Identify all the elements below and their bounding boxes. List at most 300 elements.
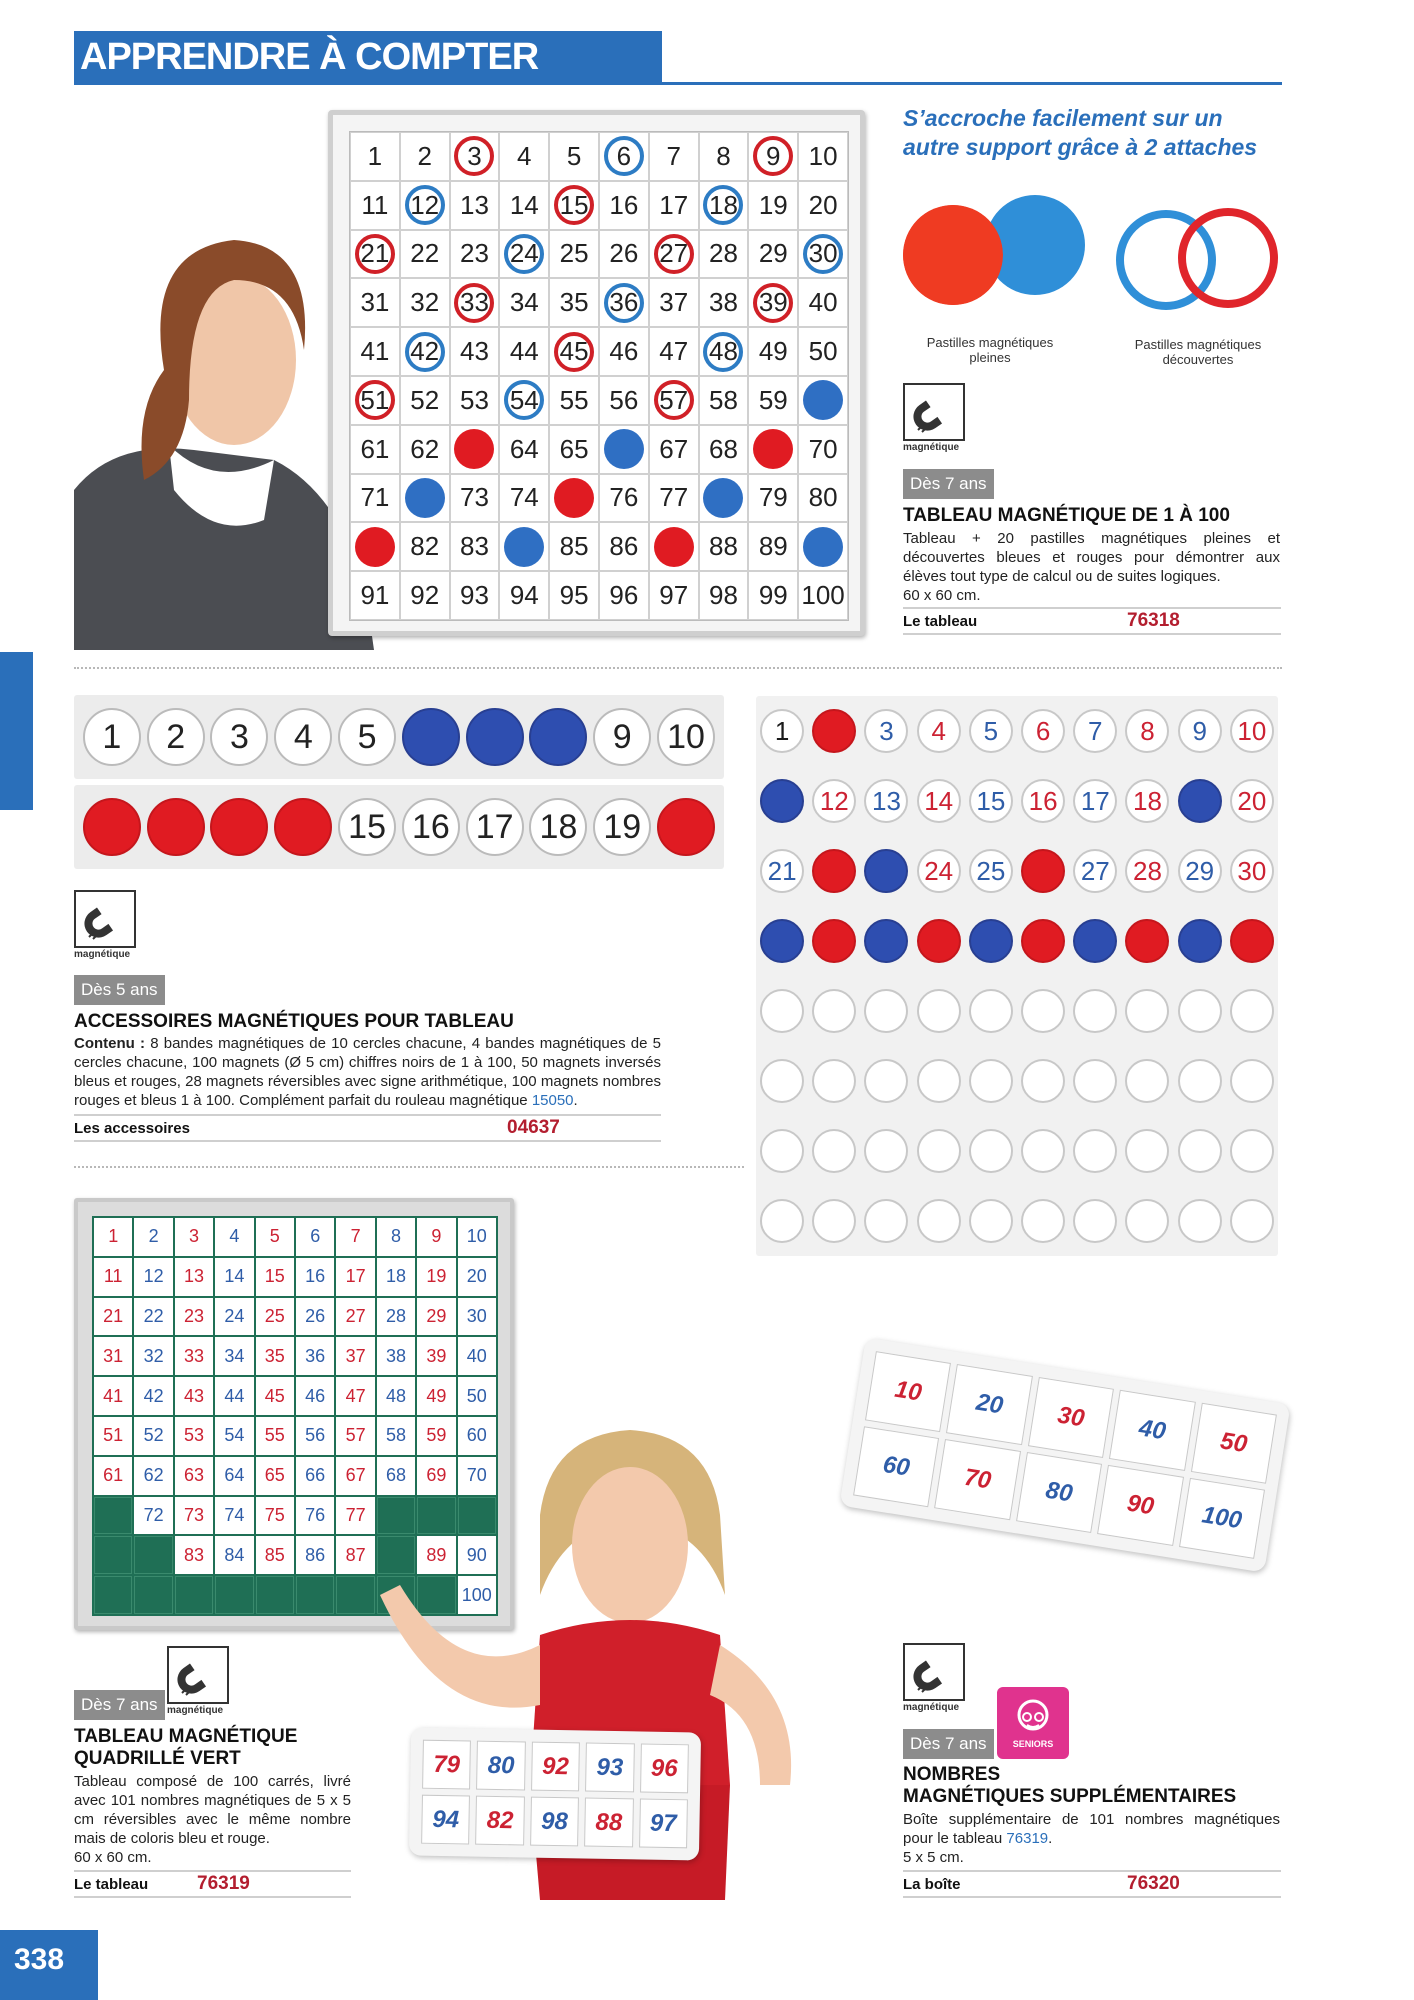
green-board-cell: 37 — [336, 1337, 374, 1375]
green-board-cell — [336, 1576, 374, 1614]
board-cell: 29 — [748, 230, 798, 279]
green-board-cell: 47 — [336, 1377, 374, 1415]
board-cell: 51 — [350, 376, 400, 425]
green-board-cell: 48 — [377, 1377, 415, 1415]
green-board-cell: 53 — [175, 1417, 213, 1455]
accessory-disc: 8 — [1125, 709, 1169, 753]
board-cell: 58 — [699, 376, 749, 425]
board-cell — [549, 474, 599, 523]
green-board-cell: 61 — [94, 1457, 132, 1495]
accessory-disc — [812, 1129, 856, 1173]
board-cell: 89 — [748, 522, 798, 571]
number-tile: 80 — [1016, 1452, 1102, 1533]
number-tile: 94 — [421, 1795, 470, 1845]
product-title — [74, 1726, 374, 1770]
number-disc: 10 — [657, 708, 715, 766]
number-disc: 19 — [593, 798, 651, 856]
green-board-cell: 2 — [134, 1218, 172, 1256]
green-board-cell: 36 — [296, 1337, 334, 1375]
green-board-cell: 10 — [458, 1218, 496, 1256]
board-cell: 30 — [798, 230, 848, 279]
board-cell: 32 — [400, 278, 450, 327]
board-cell: 26 — [599, 230, 649, 279]
board-cell: 50 — [798, 327, 848, 376]
board-cell: 57 — [649, 376, 699, 425]
board-grid — [349, 131, 849, 621]
magnet-icon-label: magnétique — [903, 442, 960, 453]
accessory-disc — [1073, 919, 1117, 963]
green-board-cell: 13 — [175, 1258, 213, 1296]
accessory-disc — [864, 1059, 908, 1103]
product-size: 60 x 60 cm. — [903, 587, 981, 604]
accessory-disc — [1125, 1059, 1169, 1103]
board-cell: 6 — [599, 132, 649, 181]
board-cell: 76 — [599, 474, 649, 523]
board-cell: 14 — [499, 181, 549, 230]
green-board-cell: 26 — [296, 1298, 334, 1336]
accessory-disc — [864, 919, 908, 963]
number-tile: 20 — [946, 1364, 1032, 1445]
accessory-disc — [1125, 1129, 1169, 1173]
board-cell: 71 — [350, 474, 400, 523]
board-cell: 80 — [798, 474, 848, 523]
green-board-cell: 30 — [458, 1298, 496, 1336]
number-disc: 4 — [274, 708, 332, 766]
magnet-icon — [903, 383, 965, 455]
green-board-cell: 19 — [417, 1258, 455, 1296]
board-cell: 46 — [599, 327, 649, 376]
green-board-cell — [296, 1576, 334, 1614]
accessory-disc — [1230, 989, 1274, 1033]
pastille-open-caption: Pastilles magnétiques découvertes — [1134, 337, 1262, 367]
green-board-cell: 7 — [336, 1218, 374, 1256]
number-tile: 50 — [1191, 1403, 1277, 1484]
accessory-disc — [812, 919, 856, 963]
price-row — [903, 1870, 1281, 1898]
board-cell — [499, 522, 549, 571]
accessory-disc: 27 — [1073, 849, 1117, 893]
board-cell: 49 — [748, 327, 798, 376]
seniors-label: SENIORS — [1012, 1739, 1054, 1749]
green-board-cell: 4 — [215, 1218, 253, 1256]
accessory-disc — [1073, 1199, 1117, 1243]
age-badge: Dès 7 ans — [74, 1690, 165, 1720]
green-board-cell — [134, 1576, 172, 1614]
board-cell: 88 — [699, 522, 749, 571]
number-disc: 17 — [466, 798, 524, 856]
board-cell: 92 — [400, 571, 450, 620]
pastille-full-caption: Pastilles magnétiques pleines — [926, 335, 1054, 365]
board-cell — [400, 474, 450, 523]
accessory-disc — [760, 989, 804, 1033]
product-title: TABLEAU MAGNÉTIQUE DE 1 À 100 — [903, 505, 1230, 526]
number-tile: 88 — [584, 1798, 633, 1848]
number-tile: 97 — [639, 1798, 688, 1848]
description-text: Tableau + 20 pastilles magnétiques pleines et découvertes bleues et rouges pour démontrer aux élèves tout type de calcul ou de suites logiques. — [903, 530, 1280, 585]
product-ref: 76318 — [1127, 610, 1180, 631]
accessory-disc — [812, 989, 856, 1033]
board-cell: 41 — [350, 327, 400, 376]
number-tile: 82 — [475, 1796, 524, 1846]
number-disc — [466, 708, 524, 766]
board-cell: 43 — [450, 327, 500, 376]
number-strip-bottom — [74, 785, 724, 869]
number-tile: 93 — [585, 1743, 634, 1793]
number-disc: 1 — [83, 708, 141, 766]
green-board-cell: 14 — [215, 1258, 253, 1296]
green-board-cell: 25 — [256, 1298, 294, 1336]
accessory-disc — [760, 779, 804, 823]
board-cell: 65 — [549, 425, 599, 474]
board-cell: 100 — [798, 571, 848, 620]
board-cell: 45 — [549, 327, 599, 376]
board-cell: 61 — [350, 425, 400, 474]
green-board-cell: 23 — [175, 1298, 213, 1336]
accessory-disc — [917, 1199, 961, 1243]
accessory-disc — [1230, 1059, 1274, 1103]
accessory-disc — [917, 1129, 961, 1173]
seniors-icon — [997, 1687, 1069, 1759]
accessory-disc — [1230, 1129, 1274, 1173]
board-cell: 23 — [450, 230, 500, 279]
product-size: 5 x 5 cm. — [903, 1849, 964, 1866]
board-cell: 5 — [549, 132, 599, 181]
accessory-disc — [1178, 1199, 1222, 1243]
board-cell: 44 — [499, 327, 549, 376]
green-board-cell — [175, 1576, 213, 1614]
accessory-circle-grid — [756, 696, 1278, 1256]
green-board-cell: 15 — [256, 1258, 294, 1296]
number-disc — [529, 708, 587, 766]
green-board-cell: 85 — [256, 1536, 294, 1574]
accessory-disc — [760, 1199, 804, 1243]
board-cell — [350, 522, 400, 571]
number-tile: 90 — [1097, 1465, 1183, 1546]
green-board-cell: 29 — [417, 1298, 455, 1336]
green-board-cell: 90 — [458, 1536, 496, 1574]
product-title — [903, 1764, 1283, 1808]
accessory-disc — [1021, 1199, 1065, 1243]
age-badge: Dès 5 ans — [74, 975, 165, 1005]
number-disc — [402, 708, 460, 766]
green-board-cell: 55 — [256, 1417, 294, 1455]
accessory-disc — [969, 919, 1013, 963]
green-board-cell: 20 — [458, 1258, 496, 1296]
board-cell: 4 — [499, 132, 549, 181]
board-cell: 77 — [649, 474, 699, 523]
board-cell — [599, 425, 649, 474]
magnetic-board-1-100 — [328, 110, 865, 636]
board-cell: 16 — [599, 181, 649, 230]
description-text: Boîte supplémentaire de 101 nombres magnétiques pour le tableau — [903, 1811, 1280, 1847]
accessory-disc: 5 — [969, 709, 1013, 753]
accessory-disc — [969, 989, 1013, 1033]
magnet-icon — [74, 890, 136, 962]
board-cell: 35 — [549, 278, 599, 327]
number-disc — [657, 798, 715, 856]
accessory-disc — [1125, 1199, 1169, 1243]
accessory-disc — [1178, 779, 1222, 823]
board-cell: 97 — [649, 571, 699, 620]
board-cell: 25 — [549, 230, 599, 279]
title-line-2: QUADRILLÉ VERT — [74, 1748, 241, 1769]
accessory-disc: 6 — [1021, 709, 1065, 753]
accessory-disc: 14 — [917, 779, 961, 823]
board-cell: 17 — [649, 181, 699, 230]
accessory-disc: 18 — [1125, 779, 1169, 823]
green-board-cell: 43 — [175, 1377, 213, 1415]
product-description — [903, 1810, 1280, 1867]
board-cell: 52 — [400, 376, 450, 425]
number-disc — [274, 798, 332, 856]
accessory-disc — [1178, 989, 1222, 1033]
accessory-disc: 30 — [1230, 849, 1274, 893]
header-rule — [74, 82, 1282, 85]
accessory-disc — [760, 1059, 804, 1103]
tagline: S’accroche facilement sur un autre support grâce à 2 attaches — [903, 105, 1258, 160]
green-board-cell: 8 — [377, 1218, 415, 1256]
board-cell: 19 — [748, 181, 798, 230]
accessory-disc: 16 — [1021, 779, 1065, 823]
green-board-cell: 9 — [417, 1218, 455, 1256]
green-board-cell: 49 — [417, 1377, 455, 1415]
board-cell: 47 — [649, 327, 699, 376]
board-cell: 34 — [499, 278, 549, 327]
board-cell: 15 — [549, 181, 599, 230]
board-cell: 64 — [499, 425, 549, 474]
green-board-cell: 70 — [458, 1457, 496, 1495]
board-cell: 82 — [400, 522, 450, 571]
section-divider — [74, 1166, 744, 1168]
accessory-disc: 28 — [1125, 849, 1169, 893]
product-description — [74, 1772, 351, 1867]
board-cell: 86 — [599, 522, 649, 571]
accessory-disc — [760, 1129, 804, 1173]
board-cell: 10 — [798, 132, 848, 181]
board-cell: 54 — [499, 376, 549, 425]
board-cell: 94 — [499, 571, 549, 620]
green-board-cell — [256, 1576, 294, 1614]
accessory-disc: 10 — [1230, 709, 1274, 753]
number-tile: 60 — [853, 1426, 939, 1507]
number-disc — [210, 798, 268, 856]
accessory-disc: 1 — [760, 709, 804, 753]
green-board-cell: 83 — [175, 1536, 213, 1574]
green-board-cell: 69 — [417, 1457, 455, 1495]
product-ref: 76320 — [1127, 1873, 1180, 1894]
page-title: APPRENDRE À COMPTER — [80, 36, 539, 78]
board-cell: 33 — [450, 278, 500, 327]
board-cell — [798, 522, 848, 571]
board-cell: 83 — [450, 522, 500, 571]
accessory-disc: 21 — [760, 849, 804, 893]
magnet-icon-label: magnétique — [167, 1705, 224, 1716]
board-cell: 48 — [699, 327, 749, 376]
accessory-disc: 4 — [917, 709, 961, 753]
accessory-disc: 25 — [969, 849, 1013, 893]
board-cell: 1 — [350, 132, 400, 181]
green-board-cell: 89 — [417, 1536, 455, 1574]
accessory-disc — [1073, 1059, 1117, 1103]
board-cell: 70 — [798, 425, 848, 474]
green-board-cell: 50 — [458, 1377, 496, 1415]
product-title: ACCESSOIRES MAGNÉTIQUES POUR TABLEAU — [74, 1011, 514, 1032]
price-label: Le tableau — [74, 1875, 149, 1893]
accessory-disc: 15 — [969, 779, 1013, 823]
green-board-cell: 17 — [336, 1258, 374, 1296]
green-board-cell: 45 — [256, 1377, 294, 1415]
board-cell: 2 — [400, 132, 450, 181]
accessory-disc: 3 — [864, 709, 908, 753]
green-board-cell: 3 — [175, 1218, 213, 1256]
price-label: Le tableau — [903, 612, 978, 630]
number-disc: 15 — [338, 798, 396, 856]
green-board-cell: 58 — [377, 1417, 415, 1455]
board-cell: 38 — [699, 278, 749, 327]
title-line-1: NOMBRES — [903, 1764, 1001, 1785]
board-cell: 85 — [549, 522, 599, 571]
accessory-disc — [1125, 989, 1169, 1033]
ref-link[interactable]: 15050 — [531, 1092, 574, 1109]
board-cell: 24 — [499, 230, 549, 279]
board-cell — [699, 474, 749, 523]
green-board-cell: 32 — [134, 1337, 172, 1375]
board-cell: 67 — [649, 425, 699, 474]
board-cell: 40 — [798, 278, 848, 327]
number-tray-large — [839, 1337, 1290, 1572]
green-board-cell: 24 — [215, 1298, 253, 1336]
board-cell: 7 — [649, 132, 699, 181]
number-tile: 30 — [1028, 1377, 1114, 1458]
magnet-icon — [903, 1643, 965, 1715]
number-disc: 18 — [529, 798, 587, 856]
accessory-disc — [1178, 1059, 1222, 1103]
board-cell: 99 — [748, 571, 798, 620]
green-board-cell: 41 — [94, 1377, 132, 1415]
number-disc — [147, 798, 205, 856]
description-text: Tableau composé de 100 carrés, livré avec 101 nombres magnétiques de 5 x 5 cm réversibles avec le même nombre mais de coloris bleu et rouge. — [74, 1773, 351, 1847]
green-board-cell: 86 — [296, 1536, 334, 1574]
accessory-disc — [1178, 1129, 1222, 1173]
board-cell: 8 — [699, 132, 749, 181]
accessory-disc — [864, 1199, 908, 1243]
green-board-cell: 1 — [94, 1218, 132, 1256]
side-tab — [0, 652, 33, 810]
age-badge: Dès 7 ans — [903, 469, 994, 499]
board-cell: 59 — [748, 376, 798, 425]
green-board-cell: 57 — [336, 1417, 374, 1455]
accessory-disc — [1073, 1129, 1117, 1173]
accessory-disc — [917, 919, 961, 963]
board-cell: 93 — [450, 571, 500, 620]
green-board-cell: 76 — [296, 1497, 334, 1535]
accessory-disc — [864, 1129, 908, 1173]
age-badge: Dès 7 ans — [903, 1729, 994, 1759]
board-cell — [649, 522, 699, 571]
board-cell: 31 — [350, 278, 400, 327]
board-cell: 68 — [699, 425, 749, 474]
description-text: 8 bandes magnétiques de 10 cercles chacune, 4 bandes magnétiques de 5 cercles chacune, 100 magnets (Ø 5 cm) chiffres noirs de 1 à 100, 50 magnets inversés bleus et rouges, 28 magnets réversibles avec signe arithmétique, 100 magnets nombres rouges et bleus 1 à 100. Complément parfait du rouleau magnétique — [74, 1035, 662, 1109]
magnet-icon — [167, 1646, 229, 1718]
board-cell: 39 — [748, 278, 798, 327]
board-cell: 27 — [649, 230, 699, 279]
green-board-cell: 100 — [458, 1576, 496, 1614]
green-board-cell: 74 — [215, 1497, 253, 1535]
accessory-disc — [1073, 989, 1117, 1033]
accessory-disc: 29 — [1178, 849, 1222, 893]
green-board-cell: 67 — [336, 1457, 374, 1495]
board-cell: 22 — [400, 230, 450, 279]
green-board-cell: 31 — [94, 1337, 132, 1375]
board-cell: 91 — [350, 571, 400, 620]
board-cell: 9 — [748, 132, 798, 181]
accessory-disc — [1230, 1199, 1274, 1243]
accessory-disc — [812, 1059, 856, 1103]
number-disc: 2 — [147, 708, 205, 766]
magnet-icon-label: magnétique — [903, 1702, 960, 1713]
board-cell: 95 — [549, 571, 599, 620]
green-board-cell: 21 — [94, 1298, 132, 1336]
green-board-cell: 5 — [256, 1218, 294, 1256]
number-tile: 70 — [934, 1439, 1020, 1520]
board-cell: 36 — [599, 278, 649, 327]
accessory-disc: 12 — [812, 779, 856, 823]
green-board-cell: 22 — [134, 1298, 172, 1336]
green-board-cell: 18 — [377, 1258, 415, 1296]
board-cell: 53 — [450, 376, 500, 425]
green-board-cell: 73 — [175, 1497, 213, 1535]
green-board-cell — [215, 1576, 253, 1614]
accessory-disc: 7 — [1073, 709, 1117, 753]
accessory-disc — [1125, 919, 1169, 963]
accessory-disc — [864, 989, 908, 1033]
accessory-disc — [917, 989, 961, 1033]
green-board-cell: 34 — [215, 1337, 253, 1375]
number-disc: 16 — [402, 798, 460, 856]
accessory-disc — [917, 1059, 961, 1103]
product-size: 60 x 60 cm. — [74, 1849, 152, 1866]
green-board-cell: 33 — [175, 1337, 213, 1375]
product-ref: 76319 — [197, 1873, 250, 1894]
number-disc: 9 — [593, 708, 651, 766]
green-board-cell: 56 — [296, 1417, 334, 1455]
board-cell: 73 — [450, 474, 500, 523]
pastille-red-ring — [1178, 208, 1278, 308]
board-cell: 98 — [699, 571, 749, 620]
page-number: 338 — [14, 1943, 65, 1976]
green-board-cell: 64 — [215, 1457, 253, 1495]
board-cell: 11 — [350, 181, 400, 230]
accessory-disc — [969, 1059, 1013, 1103]
board-cell: 42 — [400, 327, 450, 376]
green-board-cell: 87 — [336, 1536, 374, 1574]
board-cell: 74 — [499, 474, 549, 523]
green-board-cell: 12 — [134, 1258, 172, 1296]
price-label: Les accessoires — [74, 1119, 190, 1137]
green-board-cell: 38 — [377, 1337, 415, 1375]
ref-link[interactable]: 76319 — [1006, 1830, 1049, 1847]
green-board-cell: 42 — [134, 1377, 172, 1415]
title-line-1: TABLEAU MAGNÉTIQUE — [74, 1726, 298, 1747]
green-board-cell: 51 — [94, 1417, 132, 1455]
green-board-cell: 28 — [377, 1298, 415, 1336]
green-board-cell: 60 — [458, 1417, 496, 1455]
accessory-disc — [1178, 919, 1222, 963]
accessory-disc: 17 — [1073, 779, 1117, 823]
green-board-cell: 11 — [94, 1258, 132, 1296]
green-board-cell: 66 — [296, 1457, 334, 1495]
number-tray-small — [409, 1727, 701, 1860]
